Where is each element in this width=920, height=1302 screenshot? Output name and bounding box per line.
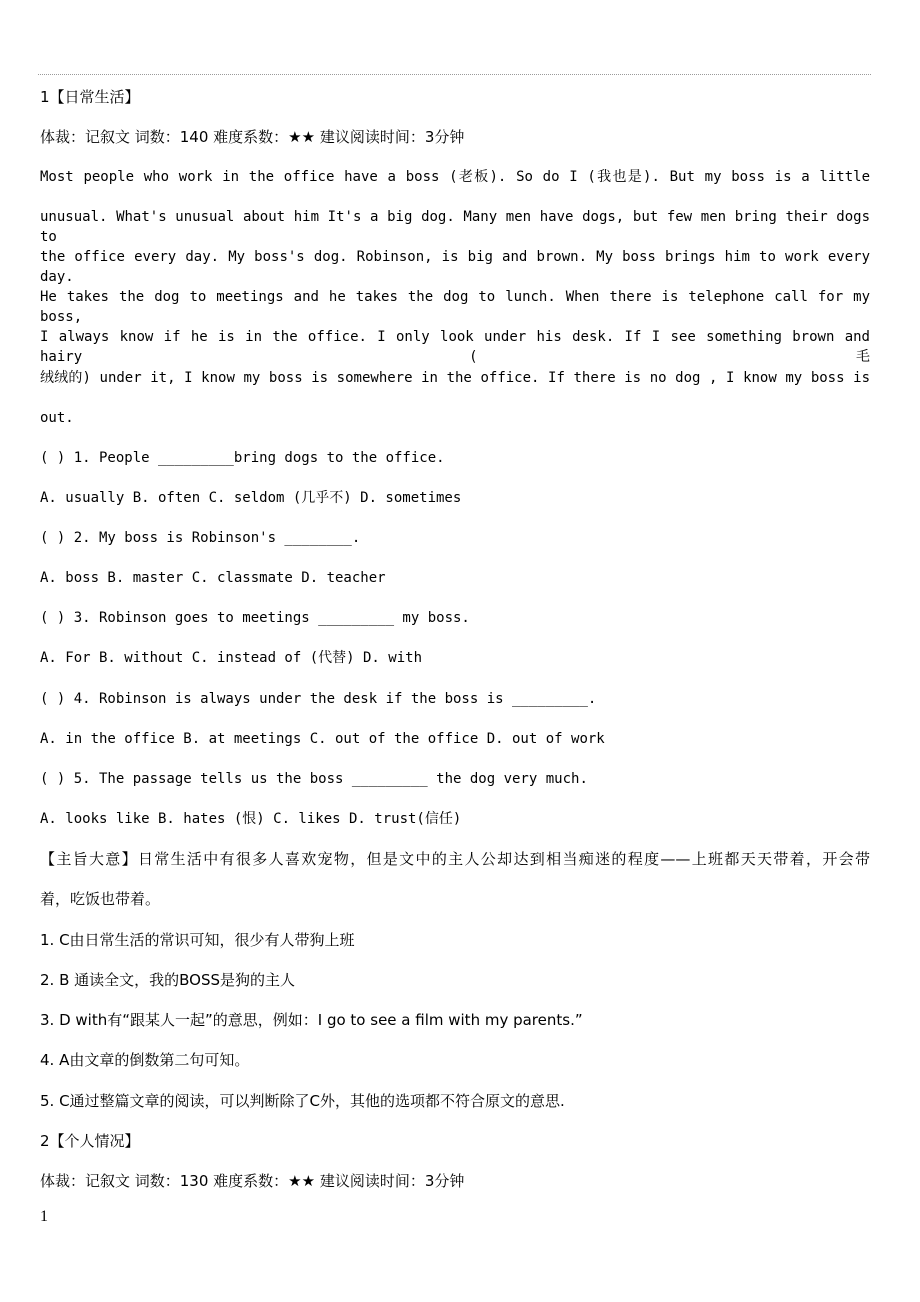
question-5: ( ) 5. The passage tells us the boss _________ the dog very much. (40, 771, 588, 787)
question-2-options: A. boss B. master C. classmate D. teacher (40, 570, 386, 586)
question-4: ( ) 4. Robinson is always under the desk if the boss is _________. (40, 691, 597, 707)
question-4-options: A. in the office B. at meetings C. out of the office D. out of work (40, 731, 605, 747)
summary-line: 着，吃饭也带着。 (40, 890, 161, 908)
passage-line: out. (40, 410, 74, 426)
passage-line: He takes the dog to meetings and he takes the dog to lunch. When there is telephone call for my boss, (40, 289, 870, 325)
question-3: ( ) 3. Robinson goes to meetings _________ my boss. (40, 610, 470, 626)
question-1: ( ) 1. People _________bring dogs to the office. (40, 450, 445, 466)
passage-line: unusual. What's unusual about him It's a big dog. Many men have dogs, but few men bring their dogs to (40, 209, 870, 245)
section1-heading: 1【日常生活】 (40, 88, 140, 106)
summary-line: 【主旨大意】日常生活中有很多人喜欢宠物，但是文中的主人公却达到相当痴迷的程度——上班都天天带着，开会带 (40, 850, 870, 868)
answer-2: 2. B 通读全文，我的BOSS是狗的主人 (40, 971, 296, 989)
question-3-options: A. For B. without C. instead of (代替) D. with (40, 650, 423, 666)
question-2: ( ) 2. My boss is Robinson's ________. (40, 530, 361, 546)
question-1-options: A. usually B. often C. seldom (几乎不) D. sometimes (40, 490, 462, 506)
passage-line: I always know if he is in the office. I only look under his desk. If I see something brown and hairy (毛 (40, 329, 870, 365)
passage-line: 绒绒的) under it, I know my boss is somewhere in the office. If there is no dog , I know my boss is (40, 370, 870, 386)
section1-meta: 体裁：记叙文 词数：140 难度系数：★★ 建议阅读时间：3分钟 (40, 128, 465, 146)
section2-heading: 2【个人情况】 (40, 1132, 140, 1150)
header-rule (38, 74, 871, 75)
question-5-options: A. looks like B. hates (恨) C. likes D. trust(信任) (40, 811, 462, 827)
answer-1: 1. C由日常生活的常识可知，很少有人带狗上班 (40, 931, 355, 949)
answer-3: 3. D with有“跟某人一起”的意思，例如：I go to see a film with my parents.” (40, 1011, 583, 1029)
page-number: 1 (40, 1208, 48, 1225)
passage-line: the office every day. My boss's dog. Robinson, is big and brown. My boss brings him to work every day. (40, 249, 870, 285)
answer-4: 4. A由文章的倒数第二句可知。 (40, 1051, 250, 1069)
answer-5: 5. C通过整篇文章的阅读，可以判断除了C外，其他的选项都不符合原文的意思. (40, 1092, 565, 1110)
passage-line: Most people who work in the office have a boss (老板). So do I (我也是). But my boss is a little (40, 169, 870, 185)
section2-meta: 体裁：记叙文 词数：130 难度系数：★★ 建议阅读时间：3分钟 (40, 1172, 465, 1190)
